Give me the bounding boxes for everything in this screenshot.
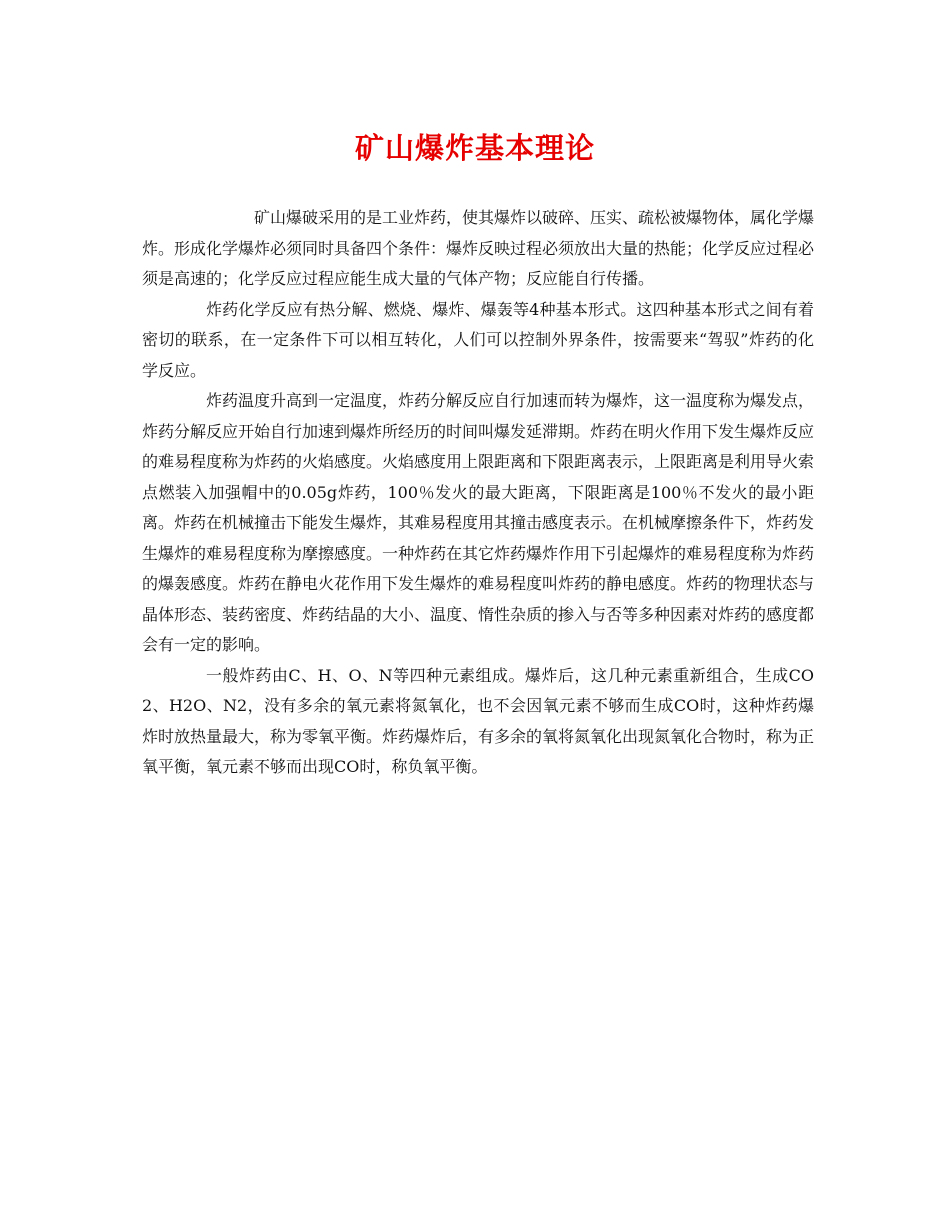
document-title: 矿山爆炸基本理论 [354, 131, 595, 165]
paragraph-sensitivity: 炸药温度升高到一定温度，炸药分解反应自行加速而转为爆炸，这一温度称为爆发点，炸药分解反应开始自行加速到爆炸所经历的时间叫爆发延滞期。炸药在明火作用下发生爆炸反应的难易程度称为炸药的火焰感度。火焰感度用上限距离和下限距离表示，上限距离是利用导火索点燃装入加强帽中的0.05g炸药，100％发火的最大距离，下限距离是100％不发火的最小距离。炸药在机械撞击下能发生爆炸，其难易程度用其撞击感度表示。在机械摩擦条件下，炸药发生爆炸的难易程度称为摩擦感度。一种炸药在其它炸药爆炸作用下引起爆炸的难易程度称为炸药的爆轰感度。炸药在静电火花作用下发生爆炸的难易程度叫炸药的静电感度。炸药的物理状态与晶体形态、装药密度、炸药结晶的大小、温度、惰性杂质的掺入与否等多种因素对炸药的感度都会有一定的影响。 [142, 391, 815, 654]
paragraph-reaction-forms: 炸药化学反应有热分解、燃烧、爆炸、爆轰等4种基本形式。这四种基本形式之间有着密切的联系，在一定条件下可以相互转化，人们可以控制外界条件，按需要来“驾驭”炸药的化学反应。 [142, 299, 814, 380]
document-body [142, 203, 814, 783]
paragraph-oxygen-balance: 一般炸药由C、H、O、N等四种元素组成。爆炸后，这几种元素重新组合，生成CO2、H2O、N2，没有多余的氧元素将氮氧化，也不会因氧元素不够而生成CO时，这种炸药爆炸时放热量最大，称为零氧平衡。炸药爆炸后，有多余的氧将氮氧化出现氮氧化合物时，称为正氧平衡，氧元素不够而出现CO时，称负氧平衡。 [142, 665, 815, 776]
paragraph-explosion-conditions: 矿山爆破采用的是工业炸药，使其爆炸以破碎、压实、疏松被爆物体，属化学爆炸。形成化学爆炸必须同时具备四个条件：爆炸反映过程必须放出大量的热能；化学反应过程必须是高速的；化学反应过程应能生成大量的气体产物；反应能自行传播。 [142, 208, 815, 288]
